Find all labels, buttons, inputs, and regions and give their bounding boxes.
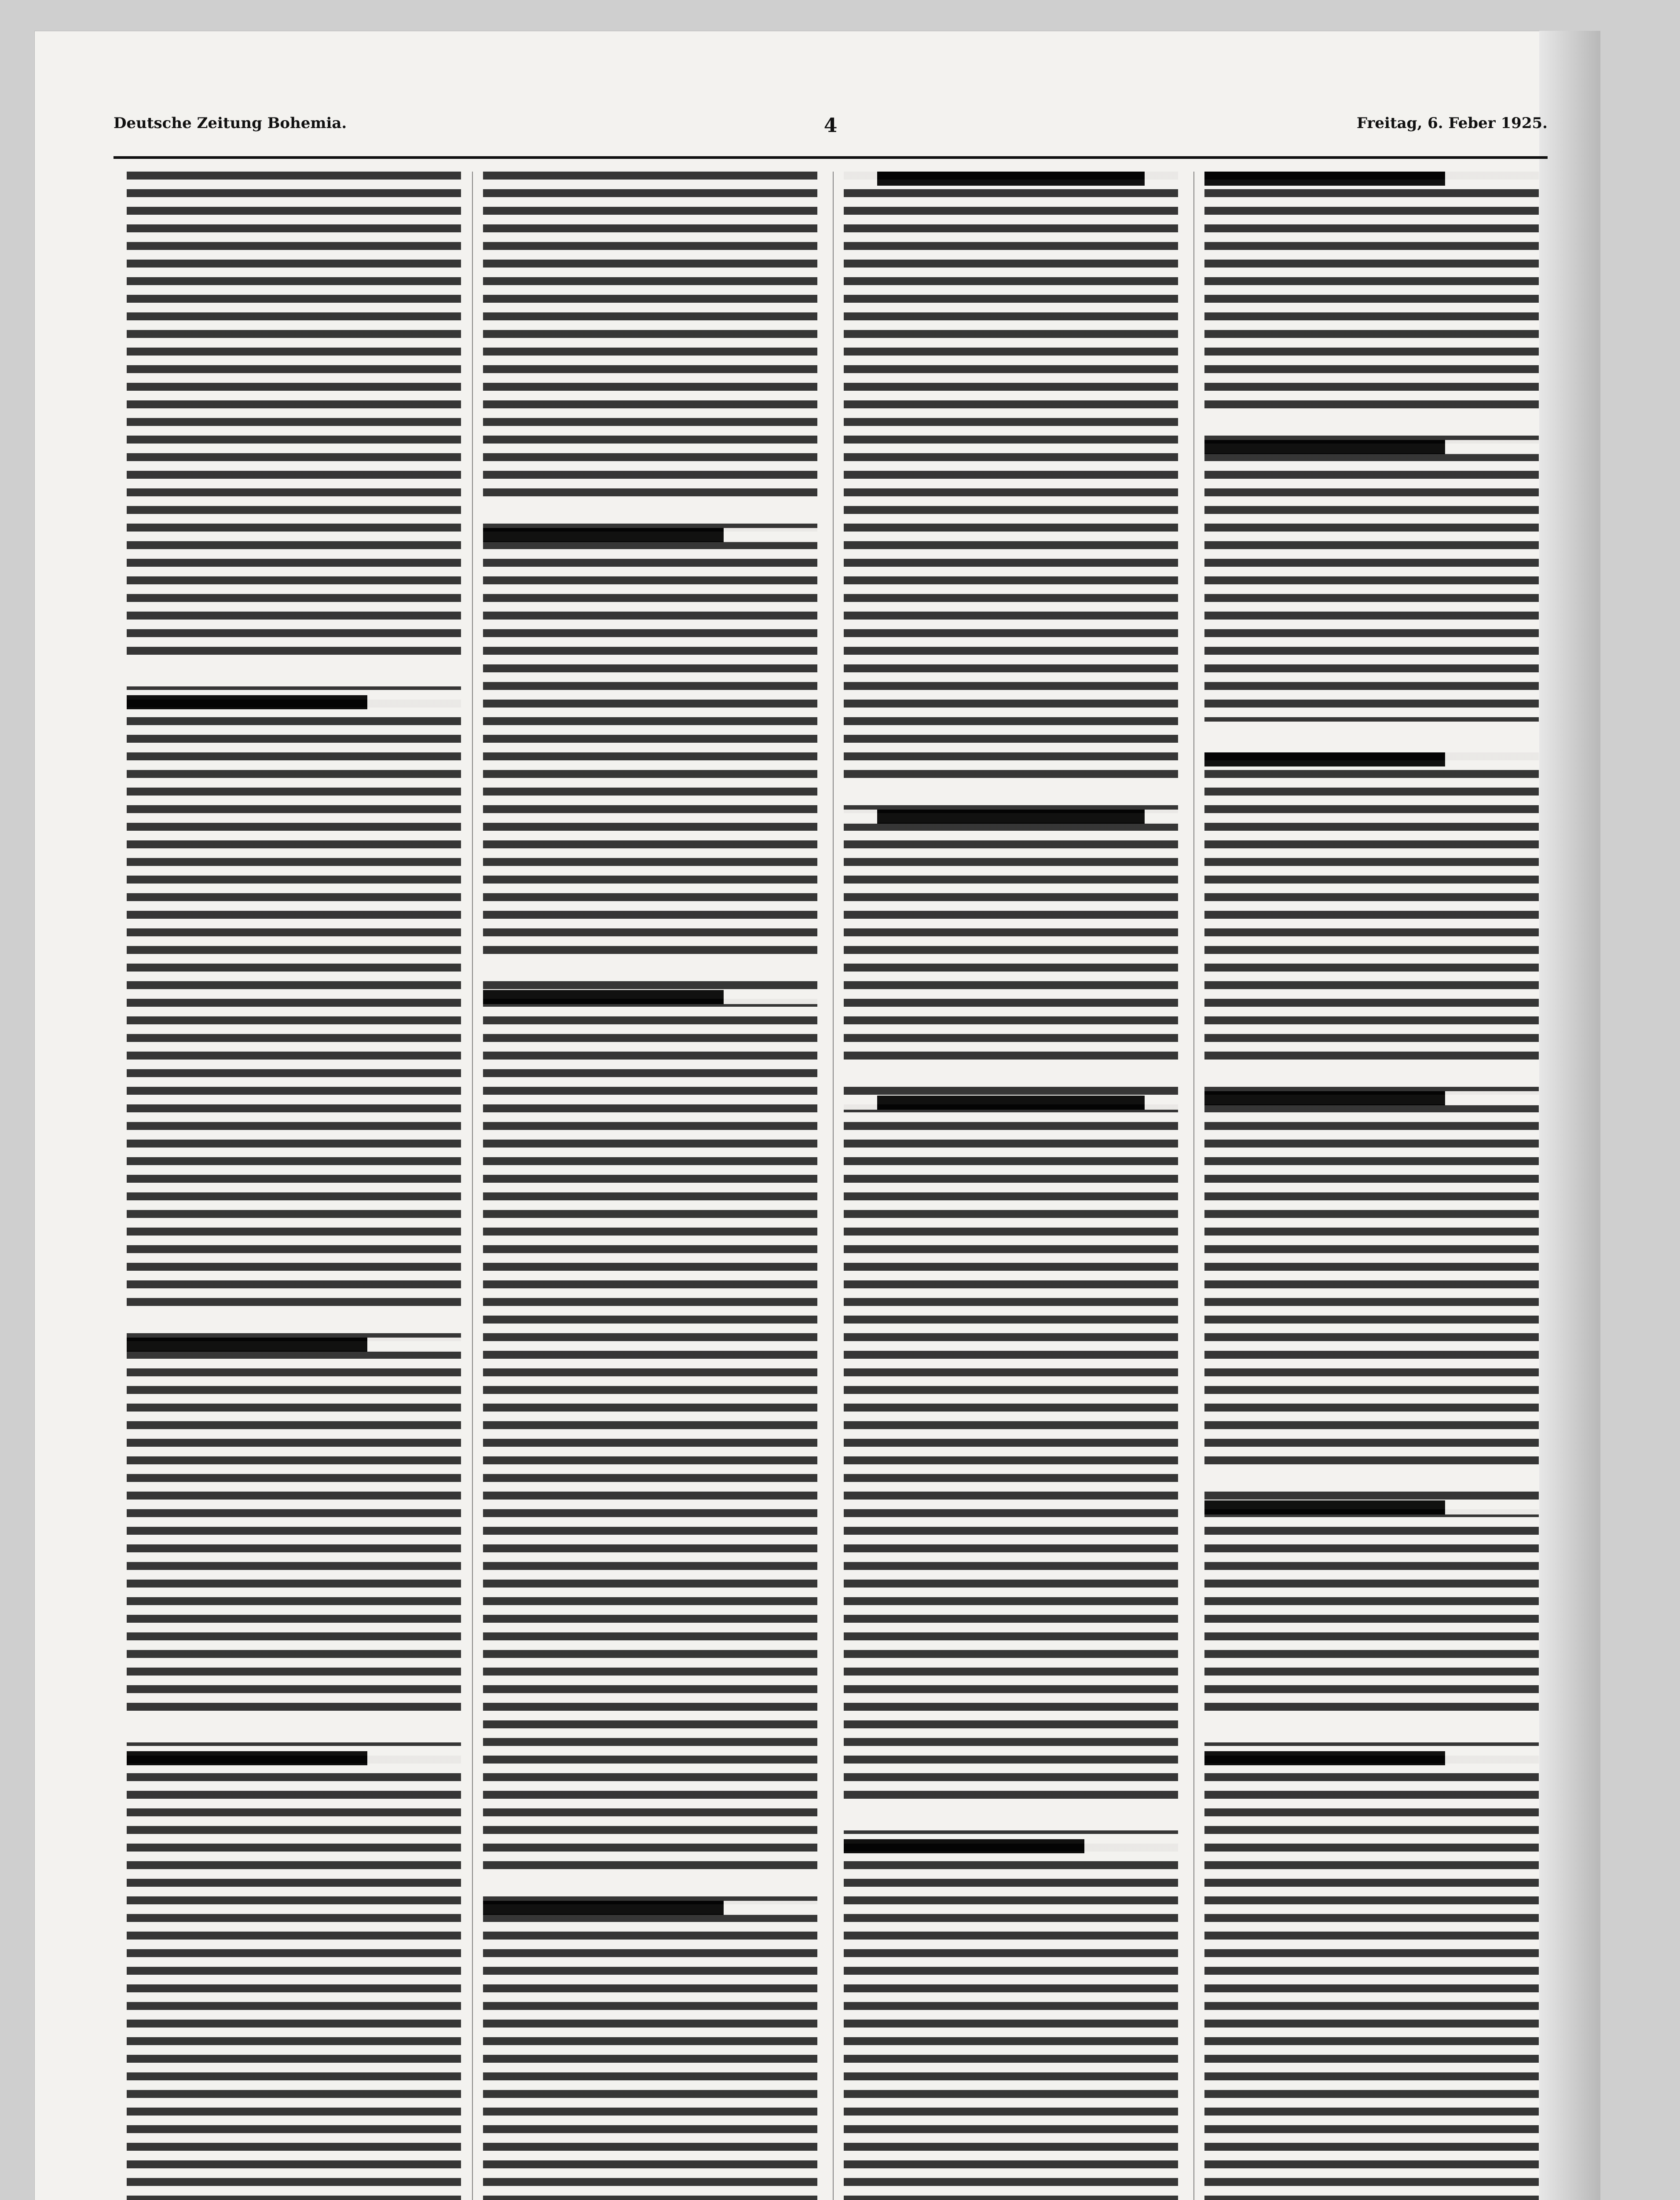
column-separator <box>833 172 834 2200</box>
article-heading <box>1204 440 1539 454</box>
article-heading <box>844 1096 1178 1110</box>
column-text <box>127 172 461 2200</box>
paragraph-break <box>483 959 817 981</box>
paragraph-break <box>844 1808 1178 1830</box>
newspaper-page <box>34 31 1600 2200</box>
header-rule <box>113 156 1548 159</box>
binding-gutter <box>1539 31 1600 2200</box>
paragraph-break <box>1204 409 1539 431</box>
article-heading <box>483 528 817 542</box>
text-column-3 <box>844 172 1178 2200</box>
article-heading <box>483 1901 817 1915</box>
paragraph-break <box>1204 1470 1539 1492</box>
text-column-4 <box>1204 172 1539 2200</box>
article-heading <box>1204 1751 1539 1765</box>
article-heading <box>844 1839 1178 1853</box>
page-number: 4 <box>824 114 838 137</box>
article-heading <box>1204 172 1539 186</box>
paragraph-break <box>1204 1060 1539 1082</box>
page-header <box>113 114 1548 154</box>
article-heading <box>1204 1500 1539 1514</box>
paragraph-break <box>844 779 1178 801</box>
article-heading <box>844 810 1178 824</box>
text-column-1 <box>127 172 461 2200</box>
paragraph-break <box>127 1720 461 1742</box>
article-heading <box>127 695 461 709</box>
column-separator <box>472 172 473 2200</box>
paragraph-break <box>127 664 461 686</box>
paragraph-break <box>127 1307 461 1329</box>
article-heading <box>1204 1091 1539 1105</box>
paragraph-break <box>483 497 817 519</box>
article-heading <box>844 172 1178 186</box>
column-text <box>1204 172 1539 2200</box>
text-column-2 <box>483 172 817 2200</box>
masthead: Deutsche Zeitung Bohemia. <box>113 114 347 132</box>
column-text <box>844 172 1178 2200</box>
date-line: Freitag, 6. Feber 1925. <box>1356 114 1548 132</box>
paragraph-break <box>1204 722 1539 744</box>
column-separator <box>1193 172 1194 2200</box>
paragraph-break <box>1204 1720 1539 1742</box>
article-heading <box>127 1338 461 1352</box>
column-text <box>483 172 817 2200</box>
paragraph-break <box>483 1870 817 1892</box>
article-heading <box>127 1751 461 1765</box>
article-heading <box>1204 752 1539 766</box>
paragraph-break <box>844 1065 1178 1087</box>
article-heading <box>483 990 817 1004</box>
